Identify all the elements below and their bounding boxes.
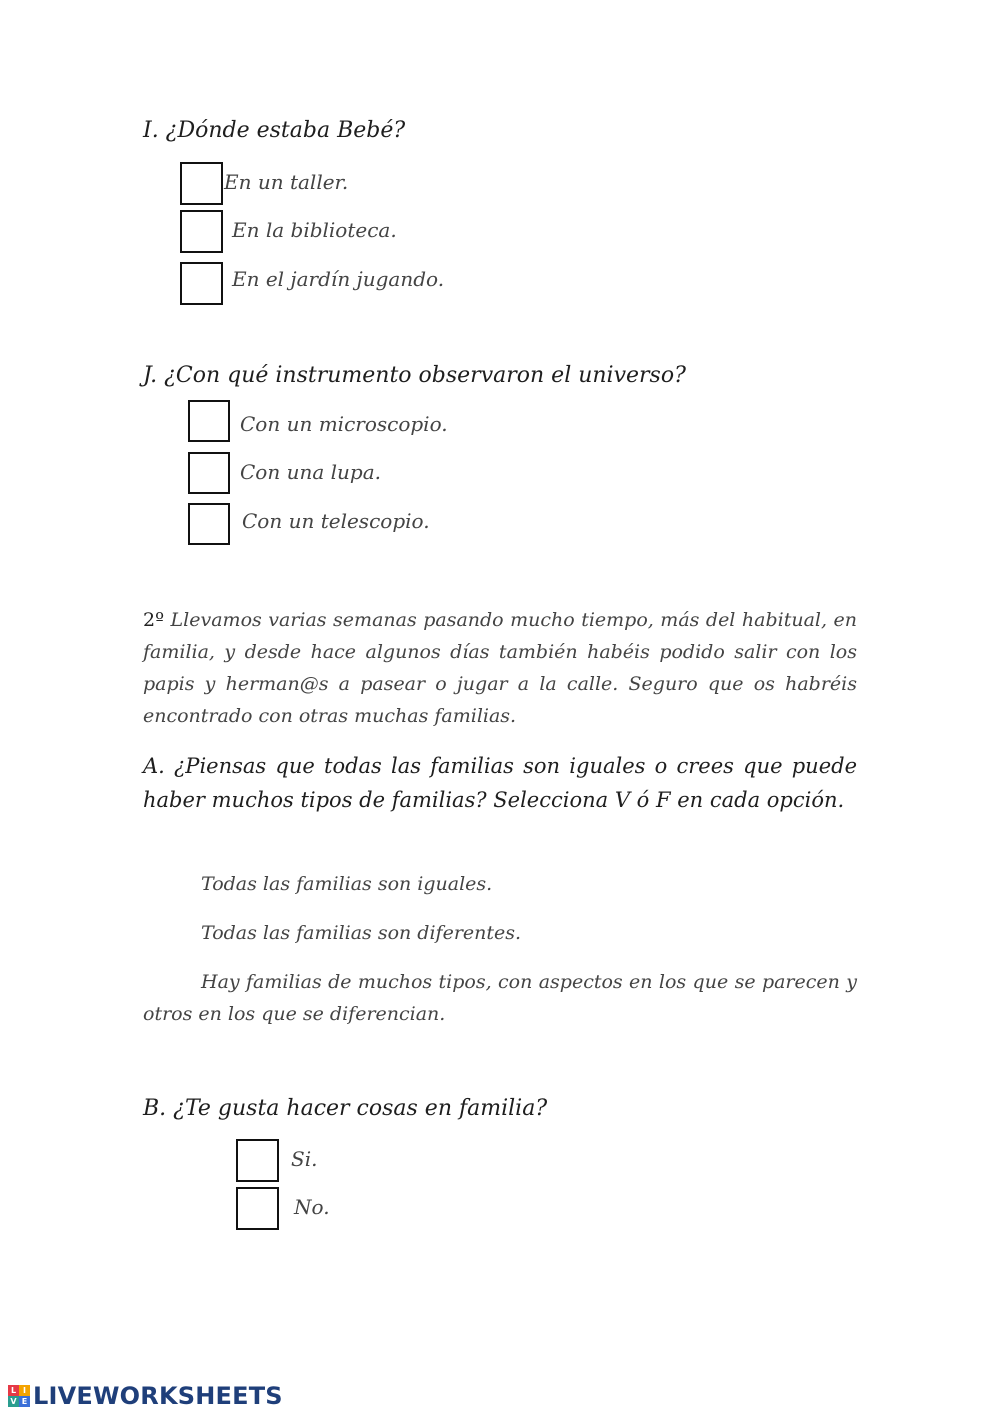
section-2-paragraph — [143, 604, 857, 732]
checkbox[interactable] — [236, 1187, 279, 1230]
question-a-title: A. ¿Piensas que todas las familias son iguales o crees que puede haber muchos tipos de familias? Selecciona V ó F en cada opción. — [143, 754, 857, 812]
question-a-statement-3[interactable]: Hay familias de muchos tipos, con aspectos en los que se parecen y otros en los que se diferencian. — [143, 971, 857, 1025]
question-a-statement-1[interactable]: Todas las familias son iguales. — [201, 873, 493, 895]
logo-mark-icon — [8, 1385, 30, 1407]
option-label: No. — [294, 1195, 330, 1219]
question-j-title: J. ¿Con qué instrumento observaron el universo? — [143, 363, 686, 388]
option-label: En el jardín jugando. — [232, 267, 445, 291]
checkbox[interactable] — [188, 400, 230, 442]
question-i-title: I. ¿Dónde estaba Bebé? — [143, 118, 406, 143]
checkbox[interactable] — [180, 162, 223, 205]
checkbox[interactable] — [236, 1139, 279, 1182]
section-text: Llevamos varias semanas pasando mucho tiempo, más del habitual, en familia, y desde hace algunos días también habéis podido salir con los papis y herman@s a pasear o jugar a la calle. Seguro que os habréis encontrado con otras muchas familias. — [143, 609, 857, 727]
option-label: En la biblioteca. — [232, 218, 397, 242]
logo-text: LIVEWORKSHEETS — [33, 1382, 283, 1410]
logo-letter: L — [8, 1385, 19, 1396]
option-label: Con un microscopio. — [240, 412, 448, 436]
checkbox[interactable] — [188, 503, 230, 545]
checkbox[interactable] — [180, 262, 223, 305]
checkbox[interactable] — [180, 210, 223, 253]
logo-letter: E — [19, 1396, 30, 1407]
option-label: Con un telescopio. — [242, 509, 430, 533]
logo-letter: V — [8, 1396, 19, 1407]
option-label: Con una lupa. — [240, 460, 381, 484]
question-a-statement-2[interactable]: Todas las familias son diferentes. — [201, 922, 522, 944]
question-b-title: B. ¿Te gusta hacer cosas en familia? — [143, 1096, 548, 1121]
section-number: 2º — [143, 609, 165, 631]
logo-letter: I — [19, 1385, 30, 1396]
checkbox[interactable] — [188, 452, 230, 494]
option-label: En un taller. — [224, 170, 349, 194]
option-label: Si. — [291, 1147, 318, 1171]
liveworksheets-logo[interactable] — [8, 1381, 283, 1411]
